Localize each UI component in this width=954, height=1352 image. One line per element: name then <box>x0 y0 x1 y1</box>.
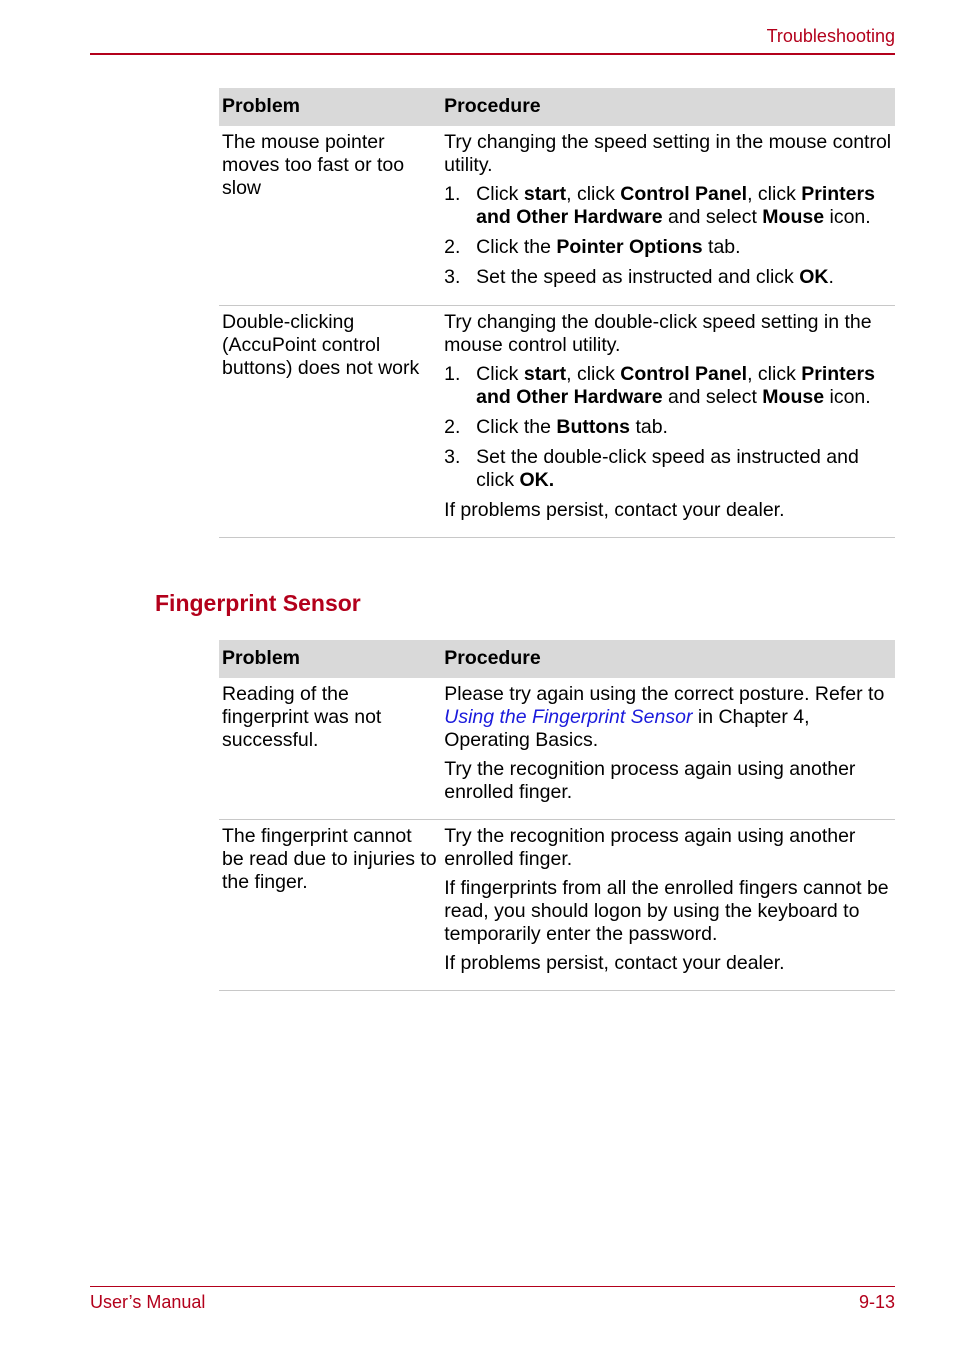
problem-cell: Double-clicking (AccuPoint control buttons) does not work <box>219 306 441 538</box>
table-header-row <box>219 640 895 678</box>
procedure-step <box>444 236 892 259</box>
fingerprint-troubleshooting-table <box>219 640 895 991</box>
problem-cell: The fingerprint cannot be read due to injuries to the finger. <box>219 820 441 991</box>
procedure-steps <box>444 363 892 492</box>
problem-cell: The mouse pointer moves too fast or too slow <box>219 126 441 306</box>
procedure-column-header: Procedure <box>441 88 895 126</box>
step-number: 3. <box>444 266 461 288</box>
procedure-cell <box>441 820 895 991</box>
procedure-cell <box>441 126 895 306</box>
footer-manual-title: User’s Manual <box>90 1292 206 1312</box>
ui-term: Printers and Other Hardware <box>476 363 875 408</box>
step-text: , click <box>747 363 802 385</box>
step-text: Set the double-click speed as instructed and click <box>476 446 859 491</box>
procedure-column-header: Procedure <box>441 640 895 678</box>
procedure-paragraph: If problems persist, contact your dealer. <box>444 952 785 974</box>
paragraph-text: Please try again using the correct posture. Refer to <box>444 683 885 705</box>
step-text: Click the <box>476 236 557 258</box>
step-text: Click <box>476 183 524 205</box>
ui-term: Mouse <box>762 206 825 228</box>
running-header-title: Troubleshooting <box>766 26 895 46</box>
ui-term: OK <box>799 266 829 288</box>
chapter-reference-link[interactable]: Using the Fingerprint Sensor <box>444 706 693 728</box>
footer-rule <box>90 1286 895 1287</box>
procedure-cell <box>441 678 895 820</box>
table-row <box>219 820 895 991</box>
table-row <box>219 126 895 306</box>
procedure-intro: Try changing the speed setting in the mouse control utility. <box>444 131 892 176</box>
procedure-steps <box>444 183 892 289</box>
step-text: icon. <box>824 386 871 408</box>
step-text: . <box>828 266 834 288</box>
step-text: , click <box>747 183 802 205</box>
procedure-step <box>444 446 892 492</box>
problem-column-header: Problem <box>219 88 441 126</box>
procedure-step <box>444 416 892 439</box>
problem-column-header: Problem <box>219 640 441 678</box>
ui-term: Printers and Other Hardware <box>476 183 875 228</box>
ui-term: Pointer Options <box>556 236 703 258</box>
procedure-paragraph: Try the recognition process again using another enrolled finger. <box>444 758 856 803</box>
step-number: 1. <box>444 363 461 385</box>
problem-cell: Reading of the fingerprint was not successful. <box>219 678 441 820</box>
table-row <box>219 306 895 538</box>
step-text: , click <box>566 363 621 385</box>
step-text: Click <box>476 363 524 385</box>
ui-term: Control Panel <box>620 183 748 205</box>
procedure-paragraph: If fingerprints from all the enrolled fingers cannot be read, you should logon by using the keyboard to temporarily enter the password. <box>444 877 889 945</box>
step-number: 2. <box>444 416 461 438</box>
procedure-step <box>444 363 892 409</box>
step-text: and select <box>662 206 763 228</box>
table-header-row <box>219 88 895 126</box>
step-text: Click the <box>476 416 557 438</box>
step-text: tab. <box>630 416 668 438</box>
procedure-paragraph <box>444 683 892 752</box>
header-rule <box>90 53 895 55</box>
ui-term: Buttons <box>556 416 631 438</box>
table-row <box>219 678 895 820</box>
ui-term: start <box>523 363 567 385</box>
step-text: , click <box>566 183 621 205</box>
mouse-troubleshooting-table <box>219 88 895 538</box>
step-number: 3. <box>444 446 461 468</box>
procedure-paragraph: Try the recognition process again using another enrolled finger. <box>444 825 856 870</box>
ui-term: Control Panel <box>620 363 748 385</box>
procedure-cell <box>441 306 895 538</box>
step-text: tab. <box>702 236 741 258</box>
section-heading: Fingerprint Sensor <box>155 590 361 616</box>
step-number: 1. <box>444 183 461 205</box>
procedure-intro: Try changing the double-click speed setting in the mouse control utility. <box>444 311 872 356</box>
procedure-outro: If problems persist, contact your dealer. <box>444 499 785 521</box>
procedure-step <box>444 183 892 229</box>
procedure-step <box>444 266 892 289</box>
paragraph-text: in Chapter 4, Operating Basics. <box>444 706 810 751</box>
ui-term: start <box>523 183 567 205</box>
page-number: 9-13 <box>858 1292 895 1312</box>
step-text: Set the speed as instructed and click <box>476 266 800 288</box>
step-number: 2. <box>444 236 461 258</box>
ui-term: OK. <box>519 469 555 491</box>
ui-term: Mouse <box>762 386 825 408</box>
step-text: and select <box>662 386 763 408</box>
step-text: icon. <box>824 206 871 228</box>
